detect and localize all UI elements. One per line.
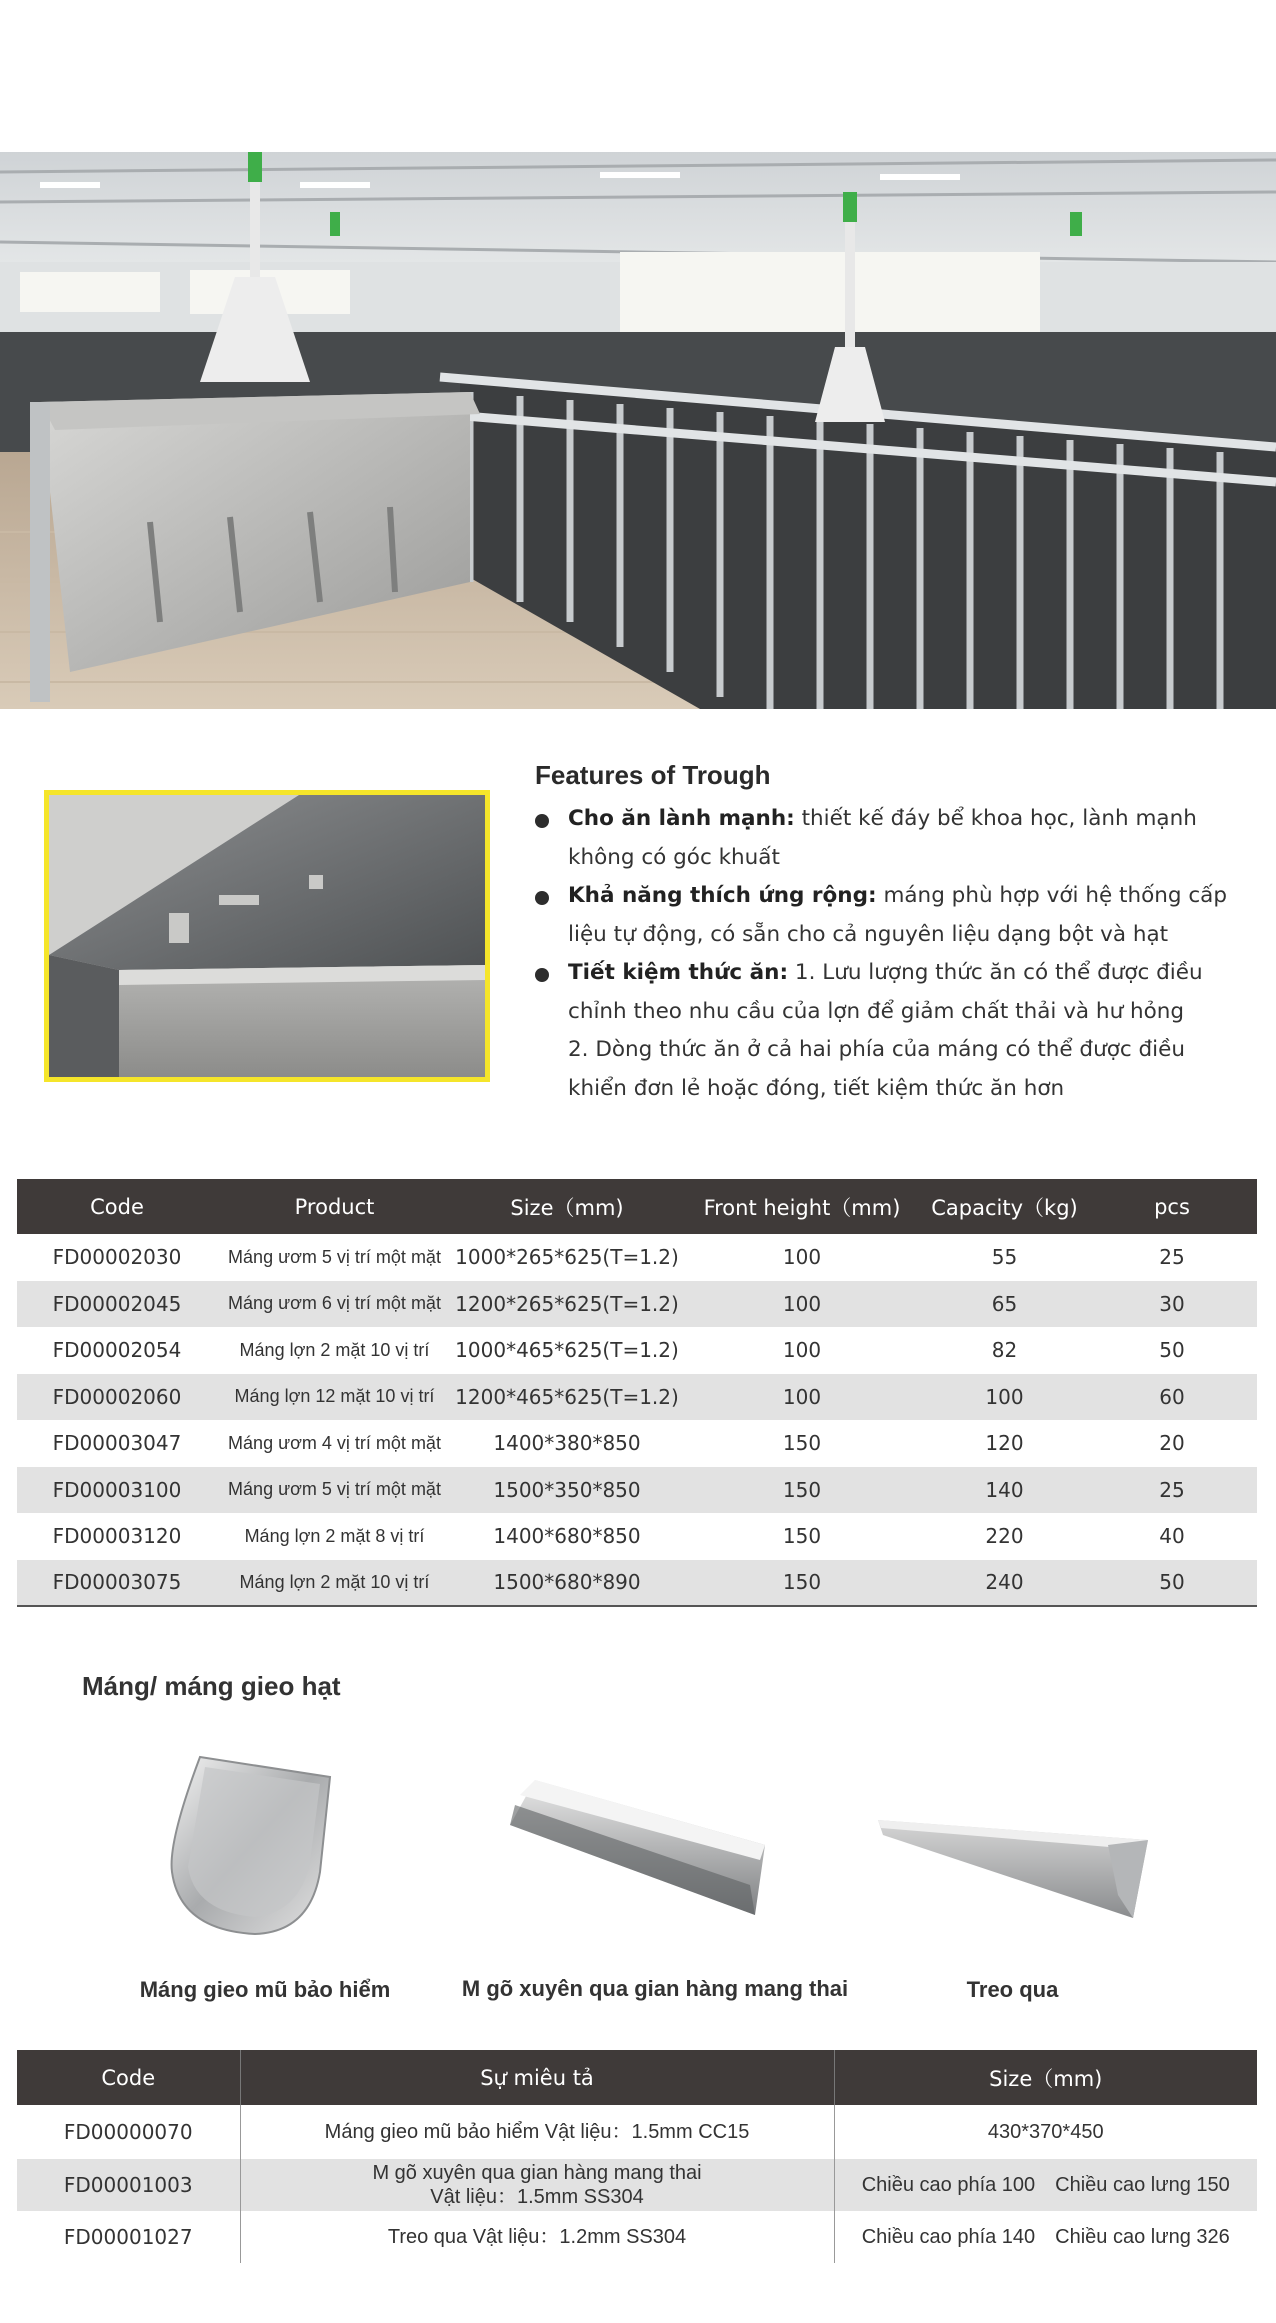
hanging-trough-image — [878, 1800, 1148, 1920]
cell-capacity: 140 — [922, 1467, 1087, 1514]
cell-front-height: 150 — [782, 1431, 822, 1456]
cell-size — [834, 2105, 1257, 2159]
bullet-icon — [535, 968, 549, 982]
cell-code: FD00002060 — [17, 1374, 217, 1421]
features-list — [535, 800, 1235, 1108]
cell-code: FD00003100 — [17, 1467, 217, 1514]
cell-size: 1000*265*625(T=1.2) — [455, 1245, 679, 1270]
cell-description — [240, 2159, 834, 2211]
cell-size: 1500*680*890 — [452, 1560, 682, 1607]
col-header-pcs: pcs — [1087, 1179, 1257, 1234]
cell-front-height: 150 — [682, 1560, 922, 1607]
gestation-trough-illustration — [510, 1775, 765, 1915]
features-title: Features of Trough — [535, 760, 771, 790]
cell-code: FD00003047 — [52, 1431, 182, 1456]
col-header-front-height: Front height（mm) — [682, 1179, 922, 1234]
col-header-description: Sự miêu tả — [240, 2050, 834, 2105]
hero-barn-photo — [0, 152, 1276, 709]
cell-code: FD00001027 — [17, 2211, 240, 2263]
cell-code: FD00000070 — [17, 2105, 240, 2159]
feature-item — [535, 800, 1235, 877]
trough-closeup-illustration — [49, 795, 485, 1077]
cell-product: Máng ươm 5 vị trí một mặt — [228, 1246, 441, 1267]
cell-pcs: 40 — [1159, 1524, 1185, 1549]
description-line: Treo qua Vật liệu：1.2mm SS304 — [387, 2226, 687, 2248]
col-header-product: Product — [217, 1179, 452, 1234]
table-row — [17, 2159, 1257, 2211]
table-row — [17, 2211, 1257, 2263]
cell-code: FD00001003 — [17, 2159, 240, 2211]
cell-product: Máng ươm 5 vị trí một mặt — [217, 1467, 452, 1514]
table-row — [17, 1234, 1257, 1281]
product-caption: M gõ xuyên qua gian hàng mang thai — [461, 1976, 849, 2001]
cell-code: FD00002045 — [17, 1281, 217, 1328]
cell-product: Máng ươm 6 vị trí một mặt — [217, 1281, 452, 1328]
cell-capacity: 100 — [922, 1374, 1087, 1421]
cell-product: Máng lợn 2 mặt 10 vị trí — [217, 1560, 452, 1607]
feature-item — [535, 954, 1235, 1108]
cell-size: 1000*465*625(T=1.2) — [455, 1338, 679, 1363]
description-line: M gõ xuyên qua gian hàng mang thai — [372, 2162, 702, 2184]
cell-capacity: 120 — [985, 1431, 1024, 1456]
cell-pcs: 25 — [1087, 1467, 1257, 1514]
barn-illustration — [0, 152, 1276, 709]
table-row — [17, 1467, 1257, 1514]
table-header-row — [17, 1179, 1257, 1234]
feature-text: máng phù hợp với hệ thống cấp liệu tự động, có sẵn cho cả nguyên liệu dạng bột và hạt — [568, 883, 1228, 947]
description-line: Máng gieo mũ bảo hiểm Vật liệu：1.5mm CC15 — [324, 2121, 750, 2143]
table-row — [17, 1327, 1257, 1374]
cell-code: FD00002030 — [52, 1245, 182, 1270]
cell-size: 1400*680*850 — [493, 1524, 641, 1549]
cell-front-height: 100 — [782, 1338, 822, 1363]
side-height: Chiều cao phía 140 — [861, 2226, 1036, 2248]
cell-capacity: 240 — [922, 1560, 1087, 1607]
col-header-size: Size（mm) — [834, 2050, 1257, 2105]
product-caption: Treo qua — [966, 1977, 1059, 2002]
cell-capacity: 220 — [985, 1524, 1024, 1549]
cell-pcs: 50 — [1159, 1338, 1185, 1363]
cell-front-height: 100 — [682, 1281, 922, 1328]
helmet-trough-image — [160, 1752, 340, 1942]
cell-pcs: 20 — [1159, 1431, 1185, 1456]
cell-front-height: 100 — [782, 1245, 822, 1270]
cell-product: Máng ươm 4 vị trí một mặt — [228, 1432, 441, 1453]
col-header-code: Code — [17, 1179, 217, 1234]
trough-spec-table — [17, 1179, 1257, 1607]
cell-front-height: 150 — [682, 1467, 922, 1514]
cell-front-height: 100 — [682, 1374, 922, 1421]
feature-text: thiết kế đáy bể khoa học, lành mạnh không có góc khuất — [568, 806, 1197, 870]
cell-pcs: 50 — [1087, 1560, 1257, 1607]
sow-section-title: Máng/ máng gieo hạt — [82, 1671, 341, 1701]
cell-pcs: 60 — [1087, 1374, 1257, 1421]
cell-code: FD00003120 — [52, 1524, 182, 1549]
back-height: Chiều cao lưng 326 — [1055, 2226, 1230, 2248]
bullet-icon — [535, 814, 549, 828]
cell-size: 1400*380*850 — [493, 1431, 641, 1456]
cell-code: FD00002054 — [52, 1338, 182, 1363]
cell-capacity: 82 — [991, 1338, 1018, 1363]
cell-capacity: 55 — [991, 1245, 1018, 1270]
gestation-trough-image — [510, 1775, 765, 1915]
cell-product: Máng lợn 2 mặt 10 vị trí — [239, 1339, 430, 1360]
col-header-capacity: Capacity（kg) — [922, 1179, 1087, 1234]
cell-product: Máng lợn 2 mặt 8 vị trí — [244, 1525, 425, 1546]
table-row — [17, 1513, 1257, 1560]
feature-item — [535, 877, 1235, 954]
feature-label: Tiết kiệm thức ăn: — [568, 960, 789, 985]
table-header-row — [17, 2050, 1257, 2105]
description-line-2: Vật liệu：1.5mm SS304 — [430, 2186, 644, 2208]
col-header-code: Code — [17, 2050, 240, 2105]
bullet-icon — [535, 891, 549, 905]
cell-size — [834, 2211, 1257, 2263]
cell-description — [240, 2211, 834, 2263]
table-row — [17, 1420, 1257, 1467]
back-height: Chiều cao lưng 150 — [1055, 2174, 1230, 2196]
cell-code: FD00003075 — [17, 1560, 217, 1607]
cell-product: Máng lợn 12 mặt 10 vị trí — [217, 1374, 452, 1421]
side-height: Chiều cao phía 100 — [861, 2174, 1036, 2196]
hanging-trough-illustration — [878, 1800, 1148, 1920]
feature-text-2: 2. Dòng thức ăn ở cả hai phía của máng có thể được điều khiển đơn lẻ hoặc đóng, tiết kiệm thức ăn hơn — [568, 1037, 1185, 1101]
helmet-trough-illustration — [160, 1752, 340, 1942]
product-caption: Máng gieo mũ bảo hiểm — [139, 1977, 391, 2002]
table-row — [17, 1560, 1257, 1607]
cell-pcs: 25 — [1159, 1245, 1185, 1270]
feature-text: 1. Lưu lượng thức ăn có thể được điều chỉnh theo nhu cầu của lợn để giảm chất thải và hư hỏng — [568, 960, 1203, 1024]
table-row — [17, 1281, 1257, 1328]
table-row — [17, 1374, 1257, 1421]
size-value: 430*370*450 — [987, 2121, 1104, 2143]
feature-label: Khả năng thích ứng rộng: — [568, 883, 877, 908]
trough-closeup-photo — [44, 790, 490, 1082]
cell-capacity: 65 — [922, 1281, 1087, 1328]
cell-description — [240, 2105, 834, 2159]
sow-trough-table — [17, 2050, 1257, 2263]
cell-front-height: 150 — [782, 1524, 822, 1549]
cell-pcs: 30 — [1087, 1281, 1257, 1328]
col-header-size: Size（mm) — [452, 1179, 682, 1234]
cell-size — [834, 2159, 1257, 2211]
cell-size: 1500*350*850 — [452, 1467, 682, 1514]
feature-label: Cho ăn lành mạnh: — [568, 806, 795, 831]
cell-size: 1200*265*625(T=1.2) — [452, 1281, 682, 1328]
cell-size: 1200*465*625(T=1.2) — [452, 1374, 682, 1421]
table-row — [17, 2105, 1257, 2159]
